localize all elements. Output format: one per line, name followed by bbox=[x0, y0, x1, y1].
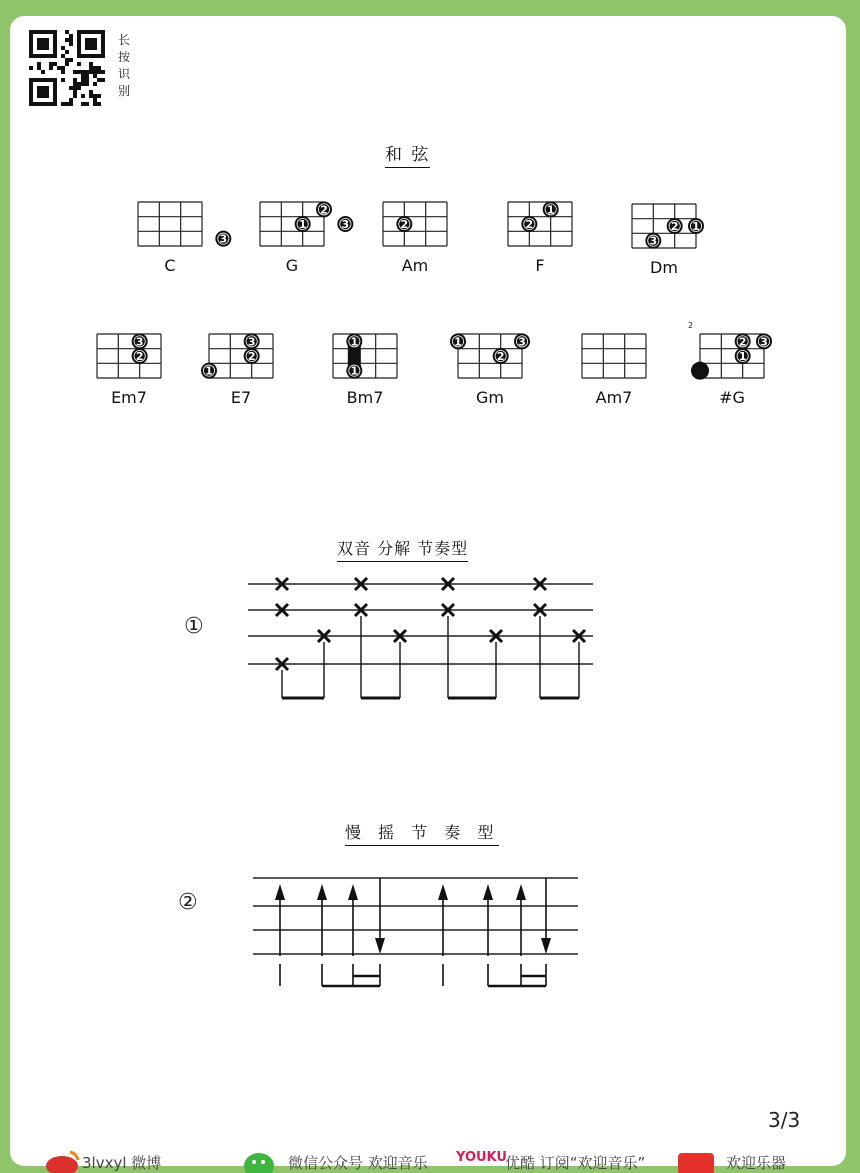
footer-weibo: 3lvxyl 微博 bbox=[82, 1154, 162, 1172]
chord-finger-number: 1 bbox=[298, 218, 307, 231]
youku-logo: YOUKU bbox=[456, 1150, 507, 1165]
chord-finger-number: 1 bbox=[692, 220, 700, 233]
chord-finger-number: 1 bbox=[546, 203, 555, 217]
chord-diagram bbox=[320, 320, 410, 407]
pattern2-title: 慢 摇 节 奏 型 bbox=[345, 820, 499, 846]
footer-shop: 欢迎乐器 bbox=[726, 1154, 787, 1172]
pattern1-tab bbox=[238, 572, 608, 712]
chord-finger-dot bbox=[691, 362, 709, 380]
chord-name: Am bbox=[401, 256, 429, 275]
chord-diagram bbox=[445, 320, 535, 407]
chord-name: Bm7 bbox=[346, 388, 384, 407]
chord-diagram bbox=[370, 188, 460, 275]
chord-finger-number: 3 bbox=[219, 232, 228, 246]
page-number: 3/3 bbox=[768, 1108, 801, 1132]
chord-finger-number: 3 bbox=[649, 234, 658, 248]
chord-name: F bbox=[535, 256, 545, 275]
chord-finger-number: 2 bbox=[496, 350, 505, 363]
chord-name: G bbox=[285, 256, 299, 275]
chords-title: 和 弦 bbox=[385, 140, 430, 168]
chord-finger-number: 2 bbox=[525, 218, 534, 231]
chord-fret-label: 2 bbox=[688, 321, 694, 330]
chord-diagram bbox=[569, 320, 659, 407]
footer-wechat: 微信公众号 欢迎音乐 bbox=[288, 1154, 428, 1172]
chord-diagram bbox=[125, 188, 228, 275]
chord-name: C bbox=[164, 256, 176, 275]
wechat-icon bbox=[243, 1150, 275, 1171]
chord-finger-number: 1 bbox=[454, 335, 462, 349]
chord-diagram bbox=[619, 190, 709, 277]
chord-diagram bbox=[247, 188, 350, 275]
chord-finger-number: 2 bbox=[400, 218, 409, 231]
chord-finger-number: 1 bbox=[350, 335, 359, 349]
chord-finger-number: 1 bbox=[350, 364, 359, 378]
chord-finger-number: 3 bbox=[341, 218, 350, 231]
chord-finger-number: 2 bbox=[135, 350, 144, 363]
chord-finger-number: 3 bbox=[760, 335, 768, 349]
chord-finger-number: 3 bbox=[247, 335, 256, 349]
chord-finger-number: 3 bbox=[135, 335, 144, 349]
taobao-icon bbox=[678, 1150, 714, 1171]
chord-name: Dm bbox=[650, 258, 678, 277]
weibo-icon bbox=[40, 1150, 80, 1171]
chord-finger-number: 2 bbox=[320, 203, 328, 217]
pattern2-marker: ② bbox=[178, 890, 198, 915]
chord-finger-number: 2 bbox=[247, 350, 256, 363]
chord-finger-number: 2 bbox=[738, 335, 747, 349]
chord-name: #G bbox=[719, 388, 745, 407]
pattern1-marker: ① bbox=[184, 614, 204, 639]
qr-label: 长按识别 bbox=[118, 33, 131, 98]
chord-finger-number: 3 bbox=[518, 335, 526, 349]
chord-diagram bbox=[687, 320, 777, 407]
chord-name: Gm bbox=[476, 388, 504, 407]
chord-finger-number: 2 bbox=[670, 220, 679, 233]
pattern1-title: 双音 分解 节奏型 bbox=[337, 536, 468, 562]
chord-diagram bbox=[84, 320, 174, 407]
sheet bbox=[10, 16, 846, 1166]
chord-name: Em7 bbox=[111, 388, 147, 407]
chord-finger-number: 1 bbox=[205, 364, 213, 378]
chord-diagram bbox=[196, 320, 286, 407]
footer-youku: 优酷 订阅“欢迎音乐” bbox=[505, 1154, 646, 1172]
chord-diagram bbox=[495, 188, 585, 275]
chord-finger-number: 1 bbox=[738, 350, 747, 363]
footer bbox=[0, 1150, 860, 1171]
chord-name: Am7 bbox=[595, 388, 633, 407]
pattern2-tab bbox=[238, 856, 578, 976]
qr-code bbox=[25, 30, 109, 106]
chord-name: E7 bbox=[230, 388, 252, 407]
